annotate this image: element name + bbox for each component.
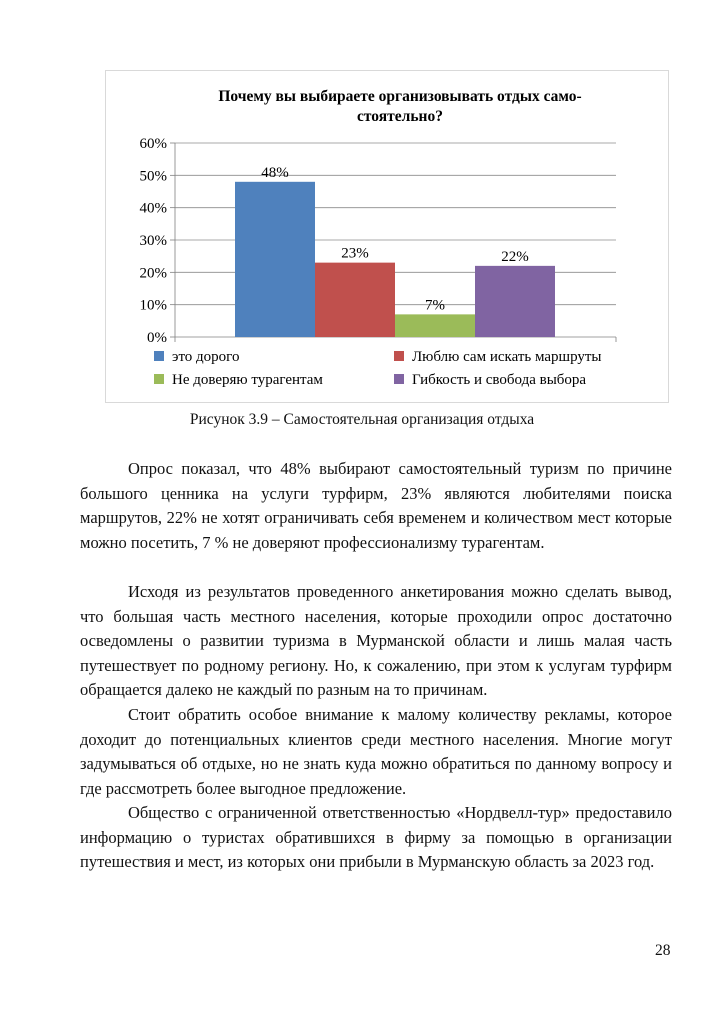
bar-2 [315,263,395,337]
legend-label: это дорого [172,349,240,365]
legend-label: Гибкость и свобода выбора [412,372,587,388]
chart-title-line-2: стоятельно? [357,108,443,125]
y-tick-label: 30% [139,233,167,249]
bar-3 [395,314,475,337]
data-label: 7% [425,297,445,314]
y-tick-label: 0% [147,330,167,346]
bar-4 [475,266,555,337]
legend-swatch [394,351,404,361]
legend-label: Люблю сам искать маршруты [412,349,602,365]
paragraph-2: Исходя из результатов проведенного анкетирования можно сделать вывод, что большая часть местного населения, которые проходили опрос достаточно осведомлены о развитии туризма в Мурманской области и лишь малая часть путешествует по родному региону. Но, к сожалению, при этом к услугам турфирм обращается далеко не каждый по разным на то причинам. [80,582,672,699]
chart-container [105,70,669,403]
figure-caption: Рисунок 3.9 – Самостоятельная организация отдыха [189,411,535,428]
bar-1 [235,182,315,337]
paragraph-3: Стоит обратить особое внимание к малому количеству рекламы, которое доходит до потенциальных клиентов среди местного населения. Многие могут задумываться об отдыхе, но не знать куда можно обратиться по данному вопросу и где рассмотреть более выгодное предложение. [80,705,672,798]
data-label: 23% [341,245,369,262]
data-label: 48% [261,164,289,181]
y-tick-label: 20% [139,265,167,282]
legend-swatch [154,351,164,361]
paragraph-1: Опрос показал, что 48% выбирают самостоятельный туризм по причине большого ценника на услуги турфирм, 23% являются любителями поиска маршрутов, 22% не хотят ограничивать себя временем и количеством мест которые можно посетить, 7 % не доверяют профессионализму турагентам. [80,459,672,552]
data-label: 22% [501,248,529,265]
paragraph-4: Общество с ограниченной ответственностью «Нордвелл-тур» предоставило информацию о туристах обратившихся в фирму за помощью в организации путешествия и мест, из которых они прибыли в Мурманскую область за 2023 год. [80,803,672,871]
bar-chart [106,71,670,404]
legend-label: Не доверяю турагентам [172,372,323,388]
legend-swatch [394,374,404,384]
y-tick-label: 40% [139,200,167,217]
y-tick-label: 60% [139,136,167,152]
y-tick-label: 50% [139,168,167,185]
page-number: 28 [655,942,671,959]
legend-swatch [154,374,164,384]
chart-title-line-1: Почему вы выбираете организовывать отдых само- [218,88,582,105]
y-tick-label: 10% [139,297,167,314]
